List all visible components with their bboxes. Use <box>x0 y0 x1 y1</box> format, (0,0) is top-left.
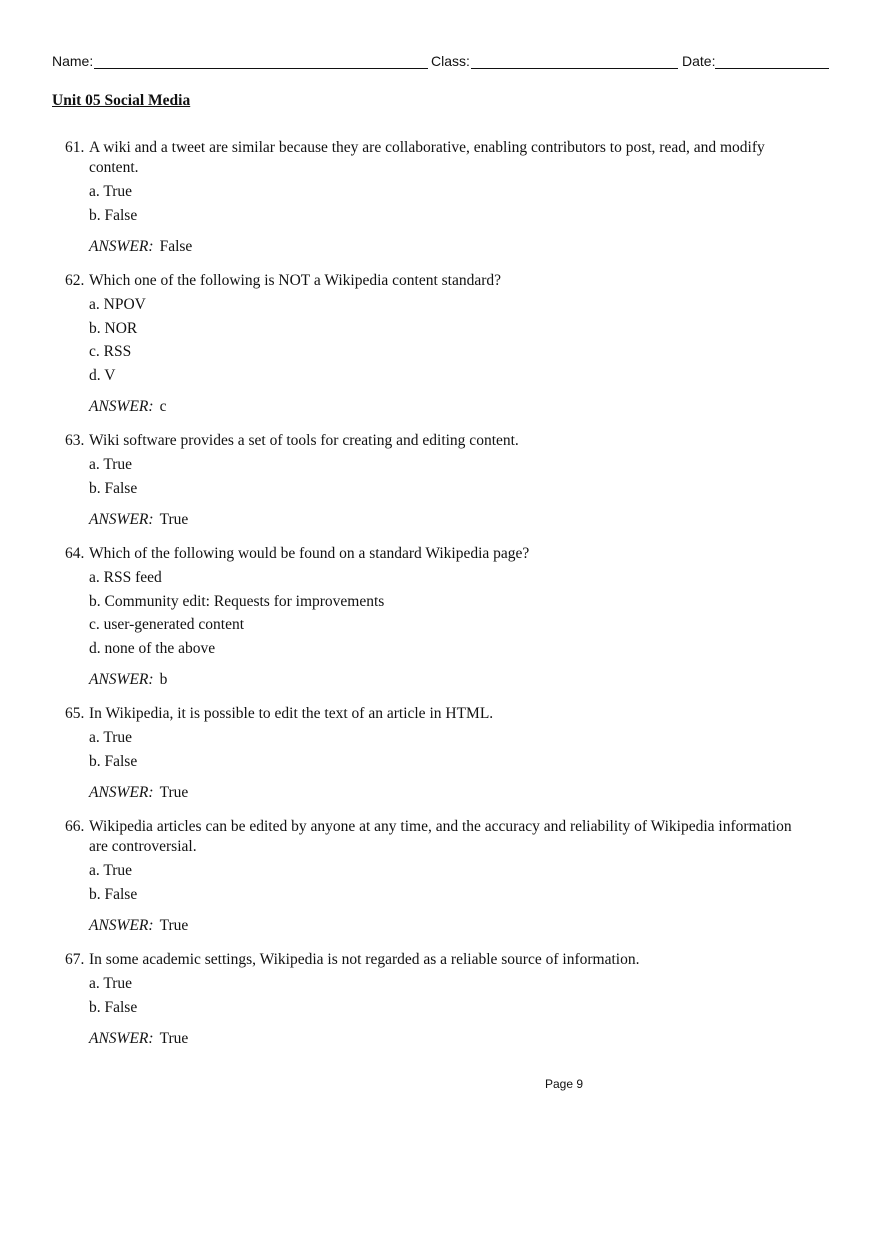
question-number: 66. <box>65 818 85 835</box>
worksheet-header <box>52 50 829 72</box>
class-blank-line <box>471 68 678 69</box>
question-text: In Wikipedia, it is possible to edit the text of an article in HTML. <box>89 705 494 722</box>
option-a: a. RSS feed <box>89 569 162 586</box>
class-label: Class: <box>431 53 470 69</box>
question-61 <box>52 138 812 257</box>
answer-label: ANSWER: <box>89 671 154 688</box>
option-b: b. Community edit: Requests for improvements <box>89 592 385 610</box>
answer-value: b <box>159 671 168 688</box>
question-stem <box>52 271 812 291</box>
question-64 <box>52 544 812 690</box>
options-list <box>52 293 812 387</box>
question-stem <box>52 817 812 857</box>
answer-line <box>52 783 812 803</box>
question-number: 61. <box>65 139 85 156</box>
question-number: 67. <box>65 951 85 968</box>
option-c: c. user-generated content <box>89 616 245 633</box>
question-stem <box>52 138 812 178</box>
option-a: a. True <box>89 456 133 473</box>
answer-line <box>52 237 812 257</box>
question-number: 65. <box>65 705 85 722</box>
question-66 <box>52 817 812 936</box>
question-text: Which one of the following is NOT a Wikipedia content standard? <box>89 272 502 289</box>
question-stem <box>52 950 812 970</box>
question-number: 62. <box>65 272 85 289</box>
option-b: b. False <box>89 752 138 770</box>
option-d: d. none of the above <box>89 639 216 657</box>
answer-value: True <box>159 784 189 801</box>
question-number: 64. <box>65 545 85 562</box>
answer-line <box>52 510 812 530</box>
options-list <box>52 180 812 227</box>
option-b: b. False <box>89 479 138 497</box>
option-a: a. NPOV <box>89 296 146 313</box>
answer-value: True <box>159 917 189 934</box>
date-label: Date: <box>682 53 716 69</box>
question-stem <box>52 431 812 451</box>
question-text: A wiki and a tweet are similar because they are collaborative, enabling contributors to post, read, and modify content. <box>89 139 765 176</box>
answer-line <box>52 670 812 690</box>
question-67 <box>52 950 812 1049</box>
option-a: a. True <box>89 862 133 879</box>
question-list <box>52 138 812 1063</box>
option-c: c. RSS <box>89 343 132 360</box>
question-stem <box>52 704 812 724</box>
option-a: a. True <box>89 975 133 992</box>
name-label: Name: <box>52 53 94 69</box>
answer-label: ANSWER: <box>89 398 154 415</box>
answer-value: True <box>159 1030 189 1047</box>
answer-label: ANSWER: <box>89 1030 154 1047</box>
option-a: a. True <box>89 183 133 200</box>
page-number: Page 9 <box>545 1077 584 1091</box>
question-65 <box>52 704 812 803</box>
question-text: In some academic settings, Wikipedia is not regarded as a reliable source of information. <box>89 951 640 968</box>
option-a: a. True <box>89 729 133 746</box>
question-text: Which of the following would be found on a standard Wikipedia page? <box>89 545 530 562</box>
option-d: d. V <box>89 366 116 384</box>
answer-value: True <box>159 511 189 528</box>
option-b: b. False <box>89 885 138 903</box>
date-blank-line <box>715 68 829 69</box>
question-number: 63. <box>65 432 85 449</box>
options-list <box>52 566 812 660</box>
answer-value: c <box>159 398 167 415</box>
answer-label: ANSWER: <box>89 511 154 528</box>
options-list <box>52 972 812 1019</box>
answer-line <box>52 397 812 417</box>
question-stem <box>52 544 812 564</box>
question-text: Wikipedia articles can be edited by anyone at any time, and the accuracy and reliability of Wikipedia information are controversial. <box>89 818 792 855</box>
answer-line <box>52 916 812 936</box>
question-text: Wiki software provides a set of tools for creating and editing content. <box>89 432 519 449</box>
option-b: b. NOR <box>89 319 138 337</box>
unit-title: Unit 05 Social Media <box>52 92 191 109</box>
answer-label: ANSWER: <box>89 238 154 255</box>
options-list <box>52 859 812 906</box>
answer-label: ANSWER: <box>89 917 154 934</box>
answer-value: False <box>159 238 193 255</box>
option-b: b. False <box>89 206 138 224</box>
options-list <box>52 726 812 773</box>
question-63 <box>52 431 812 530</box>
options-list <box>52 453 812 500</box>
answer-label: ANSWER: <box>89 784 154 801</box>
option-b: b. False <box>89 998 138 1016</box>
question-62 <box>52 271 812 417</box>
name-blank-line <box>94 68 428 69</box>
answer-line <box>52 1029 812 1049</box>
